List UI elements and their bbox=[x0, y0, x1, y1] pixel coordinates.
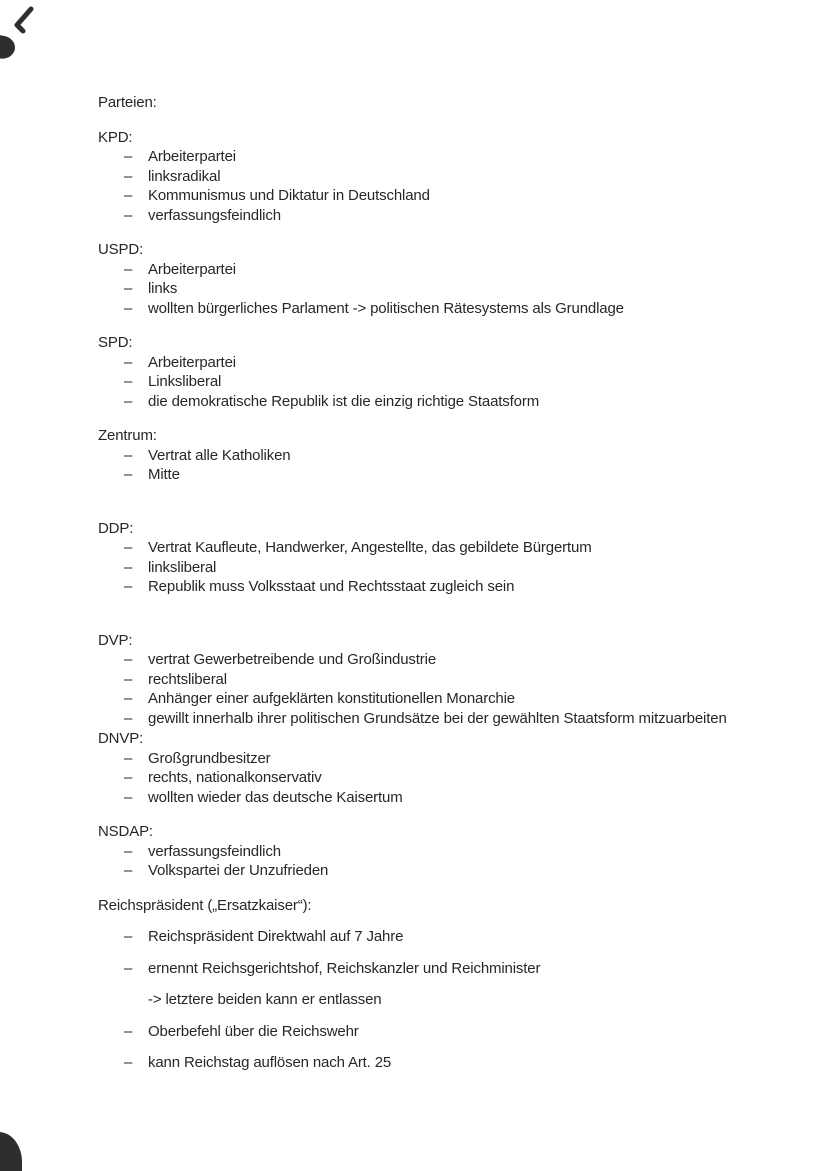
section-nsdap bbox=[98, 822, 808, 881]
bullet-text: wollten bürgerliches Parlament -> politischen Rätesystems als Grundlage bbox=[148, 299, 624, 317]
section-title: Reichspräsident („Ersatzkaiser“): bbox=[98, 896, 312, 914]
dash-bullet-icon: – bbox=[124, 862, 133, 879]
bullet-list bbox=[98, 927, 808, 1073]
bullet-text: Kommunismus und Diktatur in Deutschland bbox=[148, 187, 430, 204]
dash-bullet-icon: – bbox=[124, 842, 133, 860]
section-ddp bbox=[98, 519, 808, 597]
bullet-item bbox=[124, 842, 808, 862]
dash-bullet-icon: – bbox=[124, 392, 133, 410]
bullet-item bbox=[124, 1053, 808, 1073]
bullet-text: die demokratische Republik ist die einzig richtige Staatsform bbox=[148, 392, 540, 410]
dash-bullet-icon: – bbox=[124, 260, 133, 278]
bullet-item bbox=[124, 372, 808, 392]
section-title: NSDAP: bbox=[98, 823, 153, 840]
section-dnvp bbox=[98, 729, 808, 807]
bullet-text: Vertrat alle Katholiken bbox=[148, 446, 291, 464]
bullet-item bbox=[124, 538, 808, 558]
dash-bullet-icon: – bbox=[124, 928, 133, 945]
dash-bullet-icon: – bbox=[124, 670, 133, 688]
bullet-item bbox=[124, 186, 808, 206]
bullet-item bbox=[124, 927, 808, 947]
bullet-text: Anhänger einer aufgeklärten konstitutionellen Monarchie bbox=[148, 690, 515, 707]
bullet-list bbox=[98, 650, 808, 728]
bullet-item bbox=[124, 749, 808, 769]
bullet-text: Reichspräsident Direktwahl auf 7 Jahre bbox=[148, 928, 404, 945]
ink-blob-bottom-left-icon bbox=[0, 1132, 22, 1171]
dash-bullet-icon: – bbox=[124, 446, 133, 464]
bullet-text: ernennt Reichsgerichtshof, Reichskanzler und Reichminister bbox=[148, 959, 541, 977]
bullet-item bbox=[124, 788, 808, 808]
bullet-list bbox=[98, 353, 808, 412]
dash-bullet-icon: – bbox=[124, 578, 133, 595]
bullet-item bbox=[124, 709, 808, 729]
bullet-text: wollten wieder das deutsche Kaisertum bbox=[148, 788, 403, 806]
section-kpd bbox=[98, 128, 808, 226]
bullet-text: kann Reichstag auflösen nach Art. 25 bbox=[148, 1054, 392, 1071]
bullet-list bbox=[98, 260, 808, 319]
bullet-item bbox=[124, 206, 808, 226]
bullet-item bbox=[124, 1022, 808, 1042]
bullet-text: Linksliberal bbox=[148, 373, 222, 390]
bullet-item bbox=[124, 650, 808, 670]
bullet-item bbox=[124, 260, 808, 280]
bullet-item bbox=[124, 959, 808, 979]
section-uspd bbox=[98, 240, 808, 318]
dash-bullet-icon: – bbox=[124, 1022, 133, 1040]
bullet-text: -> letztere beiden kann er entlassen bbox=[148, 991, 382, 1008]
continuation-line bbox=[148, 990, 808, 1010]
section-title: DVP: bbox=[98, 631, 133, 649]
bullet-item bbox=[124, 558, 808, 578]
dash-bullet-icon: – bbox=[124, 539, 133, 556]
bullet-text: Oberbefehl über die Reichswehr bbox=[148, 1022, 359, 1040]
section-title: DDP: bbox=[98, 519, 134, 537]
bullet-list bbox=[98, 749, 808, 808]
bullet-item bbox=[124, 167, 808, 187]
notes-content bbox=[98, 93, 808, 1073]
dash-bullet-icon: – bbox=[124, 651, 133, 668]
bullet-text: Arbeiterpartei bbox=[148, 353, 236, 371]
dash-bullet-icon: – bbox=[124, 167, 133, 185]
bullet-text: rechts, nationalkonservativ bbox=[148, 769, 322, 786]
bullet-item bbox=[124, 768, 808, 788]
dash-bullet-icon: – bbox=[124, 280, 133, 297]
bullet-item bbox=[124, 577, 808, 597]
bullet-text: Volkspartei der Unzufrieden bbox=[148, 862, 329, 879]
bullet-list bbox=[98, 538, 808, 597]
bullet-item bbox=[124, 353, 808, 373]
dash-bullet-icon: – bbox=[124, 148, 133, 165]
bullet-item bbox=[124, 299, 808, 319]
bullet-item bbox=[124, 147, 808, 167]
bullet-text: Arbeiterpartei bbox=[148, 260, 236, 278]
dash-bullet-icon: – bbox=[124, 1054, 133, 1071]
dash-bullet-icon: – bbox=[124, 353, 133, 371]
dash-bullet-icon: – bbox=[124, 206, 133, 224]
bullet-text: Vertrat Kaufleute, Handwerker, Angestellte, das gebildete Bürgertum bbox=[148, 539, 592, 556]
section-reichspraesident bbox=[98, 896, 808, 1073]
section-title: Zentrum: bbox=[98, 427, 157, 444]
bullet-text: Mitte bbox=[148, 466, 180, 483]
section-title: SPD: bbox=[98, 334, 133, 351]
bullet-list bbox=[98, 842, 808, 881]
bullet-item bbox=[124, 465, 808, 485]
dash-bullet-icon: – bbox=[124, 466, 133, 483]
bullet-text: Arbeiterpartei bbox=[148, 148, 236, 165]
bullet-item bbox=[124, 861, 808, 881]
bullet-text: linksradikal bbox=[148, 167, 221, 185]
page-title: Parteien: bbox=[98, 94, 157, 111]
bullet-item bbox=[124, 689, 808, 709]
bullet-text: linksliberal bbox=[148, 558, 217, 576]
dash-bullet-icon: – bbox=[124, 187, 133, 204]
bullet-text: verfassungsfeindlich bbox=[148, 842, 281, 860]
bullet-text: links bbox=[148, 280, 178, 297]
sections-container bbox=[98, 128, 808, 1073]
bullet-item bbox=[124, 392, 808, 412]
bullet-text: Großgrundbesitzer bbox=[148, 749, 271, 767]
dash-bullet-icon: – bbox=[124, 959, 133, 977]
bullet-text: rechtsliberal bbox=[148, 670, 227, 688]
bullet-text: gewillt innerhalb ihrer politischen Grundsätze bei der gewählten Staatsform mitzuarbeiten bbox=[148, 709, 727, 727]
bullet-item bbox=[124, 446, 808, 466]
section-title: KPD: bbox=[98, 128, 133, 146]
bullet-item bbox=[124, 670, 808, 690]
bullet-text: verfassungsfeindlich bbox=[148, 206, 281, 224]
pen-mark-top-left-icon bbox=[6, 4, 40, 36]
section-dvp bbox=[98, 631, 808, 729]
bullet-text: Republik muss Volksstaat und Rechtsstaat zugleich sein bbox=[148, 578, 515, 595]
bullet-item bbox=[124, 279, 808, 299]
dash-bullet-icon: – bbox=[124, 709, 133, 727]
dash-bullet-icon: – bbox=[124, 749, 133, 767]
section-title: USPD: bbox=[98, 241, 144, 258]
ink-blob-left-edge-icon bbox=[0, 35, 16, 61]
dash-bullet-icon: – bbox=[124, 299, 133, 317]
dash-bullet-icon: – bbox=[124, 769, 133, 786]
section-spd bbox=[98, 333, 808, 411]
dash-bullet-icon: – bbox=[124, 558, 133, 576]
dash-bullet-icon: – bbox=[124, 788, 133, 806]
bullet-text: vertrat Gewerbetreibende und Großindustrie bbox=[148, 651, 437, 668]
dash-bullet-icon: – bbox=[124, 690, 133, 707]
section-title: DNVP: bbox=[98, 730, 144, 747]
bullet-list bbox=[98, 147, 808, 225]
section-zentrum bbox=[98, 426, 808, 485]
dash-bullet-icon: – bbox=[124, 373, 133, 390]
bullet-list bbox=[98, 446, 808, 485]
